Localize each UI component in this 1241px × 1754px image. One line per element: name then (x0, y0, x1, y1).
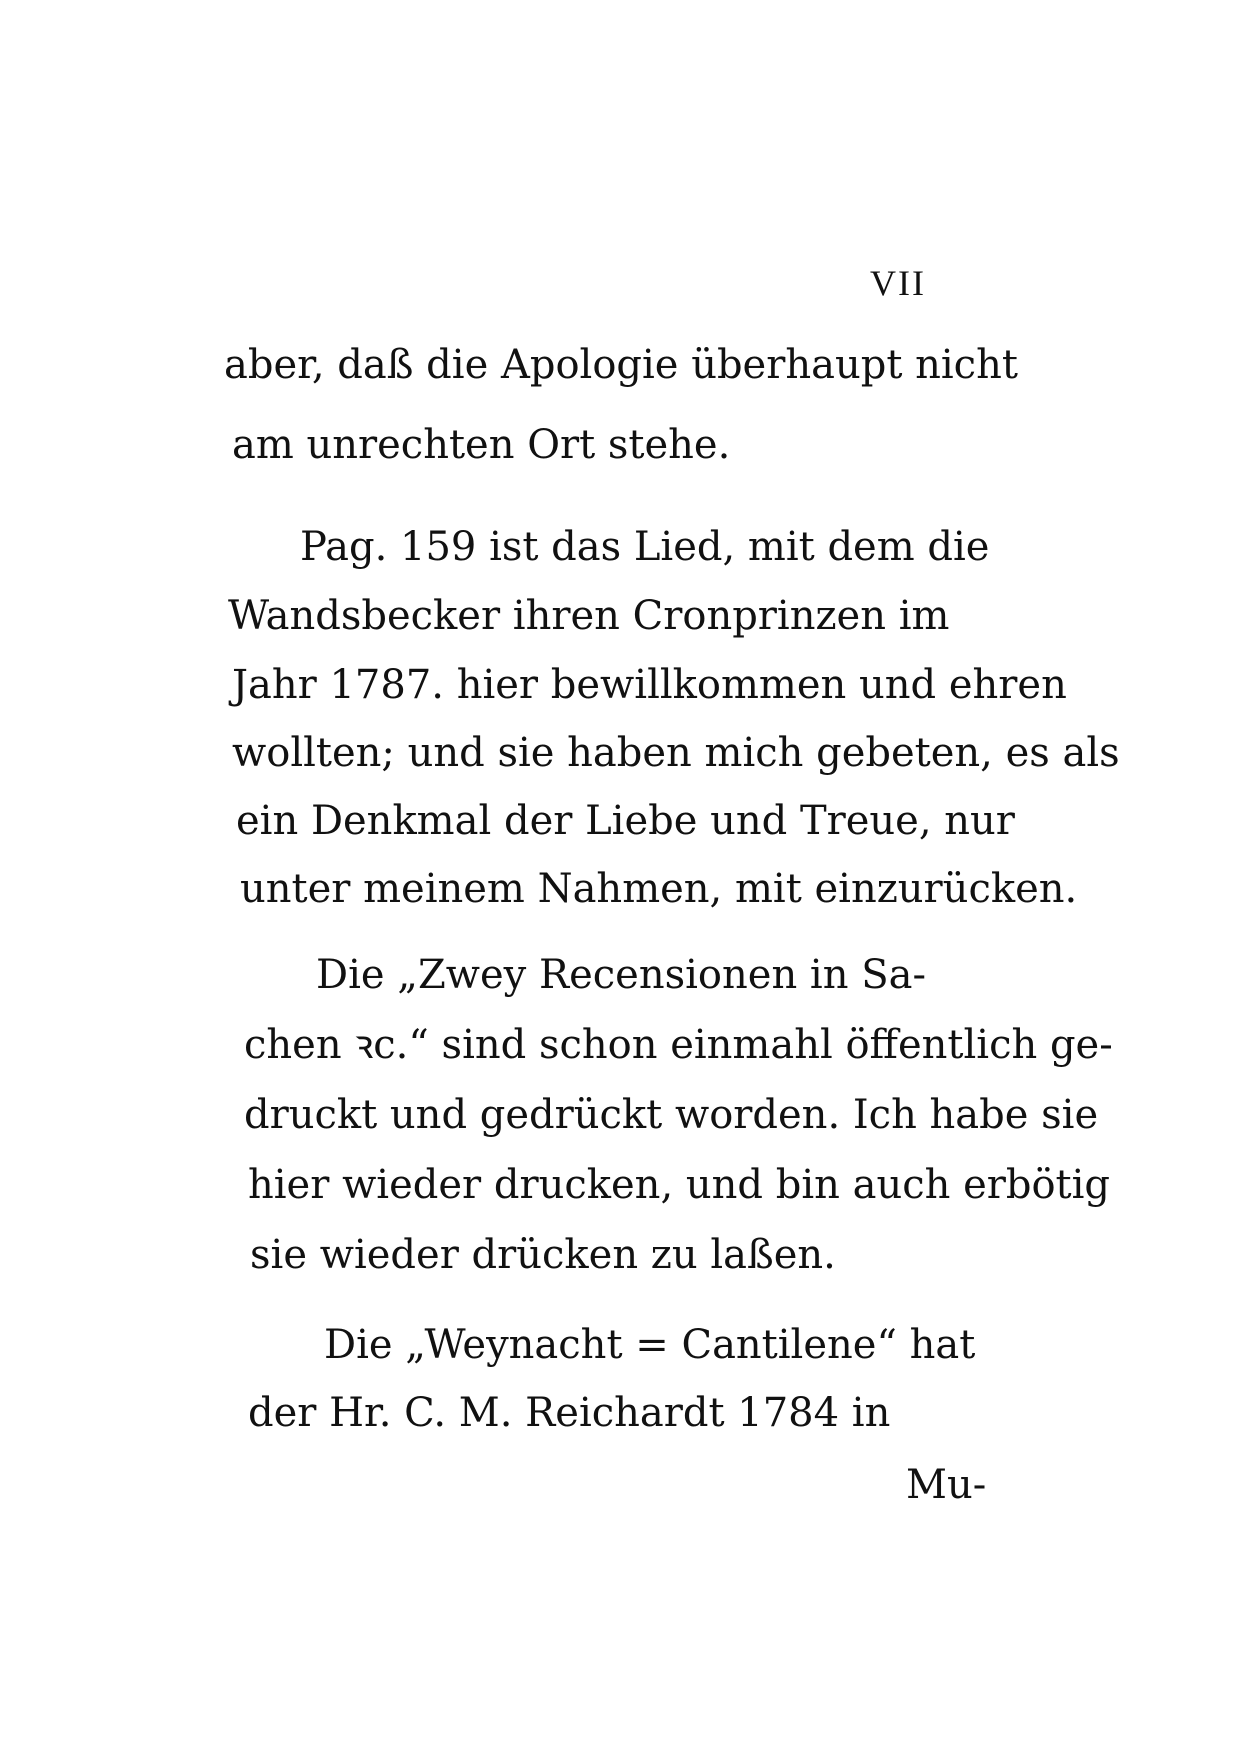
text-line-7: ein Denkmal der Liebe und Treue, nur (236, 798, 1015, 844)
text-line-6: wollten; und sie haben mich gebeten, es als (232, 730, 1120, 776)
page-number: VII (870, 263, 926, 303)
catchword: Mu- (906, 1462, 987, 1508)
text-line-3: Pag. 159 ist das Lied, mit dem die (300, 524, 990, 570)
text-line-14: Die „Weynacht = Cantilene“ hat (324, 1322, 976, 1368)
text-line-12: hier wieder drucken, und bin auch erbötig (248, 1162, 1111, 1208)
text-line-13: sie wieder drücken zu laßen. (250, 1232, 836, 1278)
text-line-10: chen ꝛc.“ sind schon einmahl öffentlich ge- (244, 1022, 1113, 1068)
text-line-5: Jahr 1787. hier bewillkommen und ehren (232, 662, 1067, 708)
text-line-11: druckt und gedrückt worden. Ich habe sie (244, 1092, 1099, 1138)
text-line-2: am unrechten Ort stehe. (232, 422, 731, 468)
text-line-1: aber, daß die Apologie überhaupt nicht (224, 342, 1018, 388)
text-line-8: unter meinem Nahmen, mit einzurücken. (240, 866, 1078, 912)
text-line-9: Die „Zwey Recensionen in Sa- (316, 952, 926, 998)
text-line-4: Wandsbecker ihren Cronprinzen im (228, 593, 950, 639)
text-line-15: der Hr. C. M. Reichardt 1784 in (248, 1390, 891, 1436)
